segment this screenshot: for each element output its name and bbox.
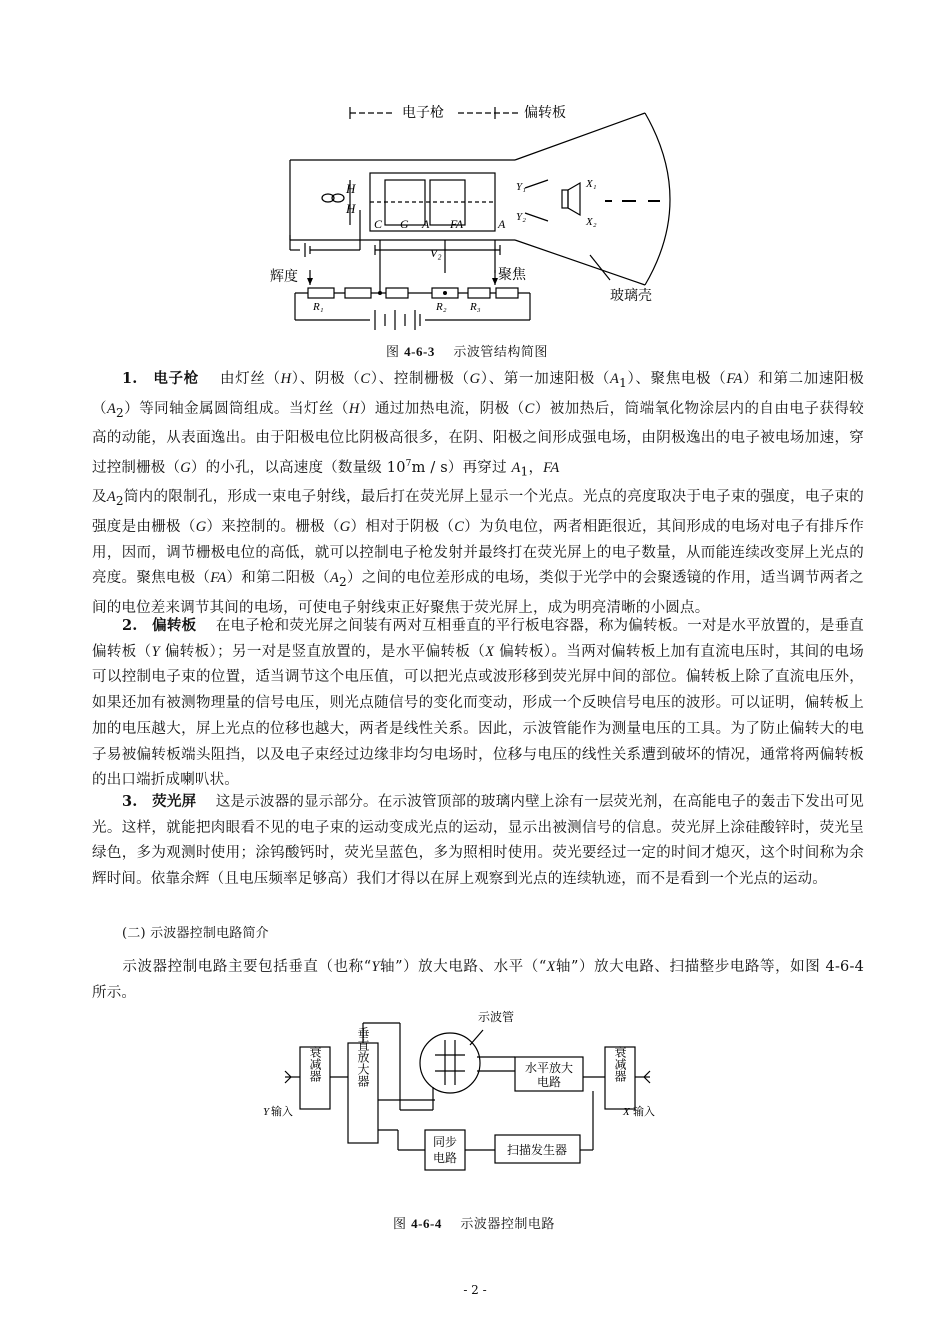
svg-text:衰减器: 衰减器 — [613, 1046, 627, 1082]
svg-text:X: X — [623, 1106, 630, 1118]
figure-caption-4-6-3: 图 4-6-3 示波管结构简图 — [386, 344, 548, 360]
svg-text:电路: 电路 — [536, 1075, 562, 1089]
svg-text:扫描发生器: 扫描发生器 — [506, 1143, 568, 1157]
svg-text:A: A — [422, 217, 430, 231]
label-deflector: 偏转板 — [524, 105, 566, 121]
label-focus: 聚焦 — [498, 267, 526, 283]
figure-caption-4-6-4: 图 4-6-4 示波器控制电路 — [393, 1216, 555, 1232]
svg-text:A: A — [498, 217, 506, 231]
svg-text:衰减器: 衰减器 — [308, 1046, 322, 1082]
svg-text:FA: FA — [450, 217, 464, 231]
svg-text:电路: 电路 — [432, 1151, 458, 1165]
section-deflector: 2. 偏转板 在电子枪和荧光屏之间装有两对互相垂直的平行板电容器，称为偏转板。一对是水平放置的，是垂直偏转板（Y 偏转板）；另一对是竖直放置的，是水平偏转板（X 偏转板）。当两对偏转板上加有直流电压时，其间的电场可以控制电子束的位置，适当调节这个电压值，可以把光点或波形移到荧光屏中间的部位。偏转板上除了直流电压外，如果还加有被测物理量的信号电压，则光点随信号的变化而变动，形成一个反映信号电压的波形。可以证明，偏转板上加的电压越大，屏上光点的位移也越大，两者是线性关系。因此，示波管能作为测量电压的工具。为了防止偏转大的电子易被偏转板端头阻挡，以及电子束经过边缘非均匀电场时，位移与电压的线性关系遭到破坏的情况，通常将两偏转板的出口端折成喇叭状。 — [92, 617, 865, 789]
svg-text:R₃: R₃ — [470, 301, 481, 313]
svg-text:G: G — [400, 217, 409, 231]
svg-text:X₂: X₂ — [586, 216, 597, 228]
svg-text:R₂: R₂ — [436, 301, 447, 313]
svg-text:水平放大: 水平放大 — [524, 1061, 574, 1075]
label-scope-tube: 示波管 — [478, 1010, 515, 1024]
svg-text:X₁: X₁ — [586, 178, 597, 190]
page-number: - 2 - — [463, 1283, 487, 1297]
svg-text:垂直放大器: 垂直放大器 — [356, 1027, 370, 1087]
svg-text:H: H — [346, 201, 356, 216]
svg-text:V₂: V₂ — [430, 246, 442, 260]
section-electron-gun: 1. 电子枪 由灯丝（H）、阴极（C）、控制栅极（G）、第一加速阳极$(A_1)$、聚焦电极（FA）和第二加速阳极$(A_2)$等同轴金属圆筒组成。当灯丝（H）通过加热电流，阴极（C）被加热后，筒端氧化物涂层内的自由电子获得较高的动能，从表面逸出。由于阳极电位比阴极高很多，在阴、阳极之间形成强电场，由阴极逸出的电子被电场加速，穿过控制栅极（G）的小孔，以高速度（数量级 $10^7m / s$）再穿过 $A_1$，FA 及$A_2$筒内的限制孔，形成一束电子射线，最后打在荧光屏上显示一个光点。光点的亮度取决于电子束的强度，电子束的强度是由栅极（G）来控制的。栅极（G）相对于阴极（C）为负电位，两者相距很近，其间形成的电场对电子有排斥作用，因而，调节栅极电位的高低，就可以控制电子枪发射并最终打在荧光屏上的电子数量，从而能连续改变屏上光点的亮度。聚焦电极（FA）和第二阳极$(A_2)$之间的电位差形成的电场，类似于光学中的会聚透镜的作用，适当调节两者之间的电位差来调节其间的电场，可使电子射线束正好聚焦于荧光屏上，成为明亮清晰的小圆点。 — [92, 370, 865, 616]
svg-text:Y: Y — [263, 1106, 270, 1118]
section-screen: 3. 荧光屏 这是示波器的显示部分。在示波管顶部的玻璃内壁上涂有一层荧光剂，在高能电子的轰击下发出可见光。这样，就能把肉眼看不见的电子束的运动变成光点的运动，显示出被测信号的信息。荧光屏上涂硅酸锌时，荧光呈绿色，多为观测时使用；涂钨酸钙时，荧光呈蓝色，多为照相时使用。荧光要经过一定的时间才熄灭，这个时间称为余辉时间。依靠余辉（且电压频率足够高）我们才得以在屏上观察到光点的连续轨迹，而不是看到一个光点的运动。 — [92, 793, 865, 888]
svg-text:C: C — [374, 217, 383, 231]
svg-text:同步: 同步 — [432, 1135, 458, 1149]
svg-text:Y₁: Y₁ — [516, 181, 526, 193]
label-y-input: 输入 — [271, 1105, 293, 1118]
label-glass-shell: 玻璃壳 — [610, 288, 652, 304]
label-electron-gun: 电子枪 — [402, 105, 444, 121]
label-x-input: 输入 — [633, 1105, 655, 1118]
oscilloscope-tube-diagram — [250, 95, 710, 335]
svg-text:Y₂: Y₂ — [516, 211, 526, 223]
svg-text:R₁: R₁ — [313, 301, 324, 313]
subheading-control-circuit: (二) 示波器控制电路简介 — [122, 926, 269, 941]
svg-text:H: H — [346, 181, 356, 196]
control-circuit-paragraph: 示波器控制电路主要包括垂直（也称“Y轴”）放大电路、水平（“X轴”）放大电路、扫描整步电路等，如图 4-6-4 所示。 — [92, 959, 864, 1001]
oscilloscope-control-circuit-diagram — [255, 1005, 675, 1190]
label-brightness: 辉度 — [270, 269, 298, 285]
